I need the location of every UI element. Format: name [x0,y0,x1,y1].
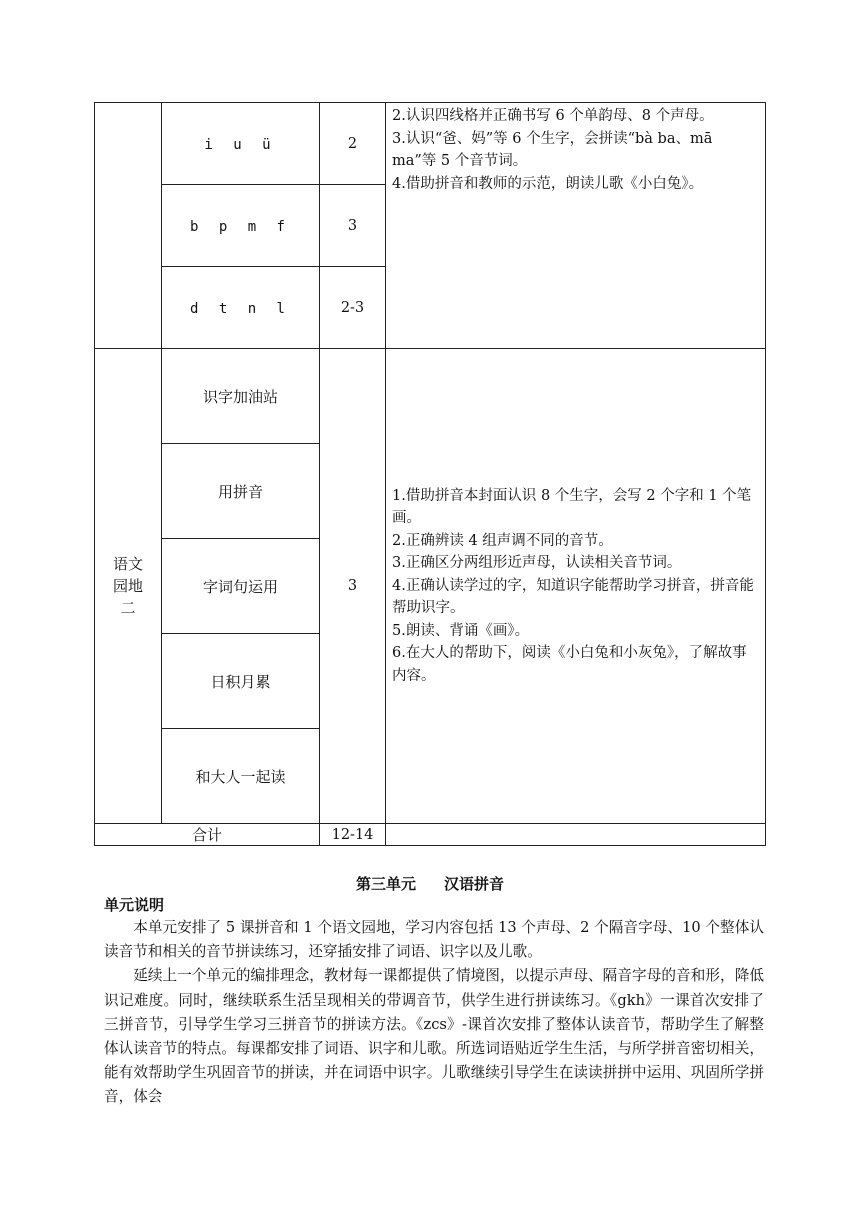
lesson-cell: d t n l [162,267,320,349]
goal-item: 2.认识四线格并正确书写 6 个单韵母、8 个声母。 [392,108,714,124]
unit-heading [0,873,860,894]
unit-description [104,916,764,1110]
total-row [95,824,766,846]
goal-item: 2.正确辨读 4 组声调不同的音节。 [392,532,613,549]
paragraph: 延续上一个单元的编排理念，教材每一课都提供了情境图，以提示声母、隔音字母的音和形，降低识记难度。同时，继续联系生活呈现相关的带调音节，供学生进行拼读练习。《gkh》一课首次安排了三拼音节，引导学生学习三拼音节的拼读方法。《zcs》-课首次安排了整体认读音节，帮助学生了解整体认读音节的特点。每课都安排了词语、识字和儿歌。所选词语贴近学生生活，与所学拼音密切相关，能有效帮助学生巩固音节的拼读，并在词语中识字。儿歌继续引导学生在读读拼拼中运用、巩固所学拼音，体会 [104,967,764,1106]
hours-cell: 2 [320,103,386,185]
goal-item: 4.正确认读学过的字，知道识字能帮助学习拼音，拼音能帮助识字。 [392,577,754,617]
section-cell: 识字加油站 [162,349,320,444]
goal-item: 3.认识“爸、妈”等 6 个生字，会拼读“bà ba、mā ma”等 5 个音节词。 [392,130,713,169]
unit-number: 第三单元 [355,875,416,893]
total-label: 合计 [95,824,320,846]
section-cell: 用拼音 [162,444,320,539]
lesson-cell: i u ü [162,103,320,185]
goal-item: 3.正确区分两组形近声母，认读相关音节词。 [392,555,682,572]
section-cell: 和大人一起读 [162,729,320,824]
table-row [95,103,766,185]
unit-title: 汉语拼音 [444,875,505,893]
unit-name: 语文园地二 [112,555,143,617]
section-label: 单元说明 [104,896,165,914]
goal-item: 6.在大人的帮助下，阅读《小白兔和小灰兔》，了解故事内容。 [392,645,747,684]
goal-item: 4.借助拼音和教师的示范，朗读儿歌《小白兔》。 [392,175,704,192]
unit-cell [95,349,162,824]
goals-cell [386,103,766,349]
hours-cell: 3 [320,185,386,267]
goals-cell [386,349,766,824]
total-hours: 12-14 [320,824,386,846]
goal-item: 1.借助拼音本封面认识 8 个生字，会写 2 个字和 1 个笔画。 [392,487,752,527]
lesson-cell: b p m f [162,185,320,267]
goal-item: 5.朗读、背诵《画》。 [392,622,530,639]
section-cell: 字词句运用 [162,539,320,634]
paragraph: 本单元安排了 5 课拼音和 1 个语文园地，学习内容包括 13 个声母、2 个隔音字母、10 个整体认读音节和相关的音节拼读练习，还穿插安排了词语、识字以及儿歌。 [104,919,764,961]
section-cell: 日积月累 [162,634,320,729]
unit-cell-empty [95,103,162,349]
lesson-plan-table [94,102,766,846]
hours-cell: 2-3 [320,267,386,349]
hours-cell: 3 [320,349,386,824]
total-empty-cell [386,824,766,846]
table-row [95,349,766,444]
